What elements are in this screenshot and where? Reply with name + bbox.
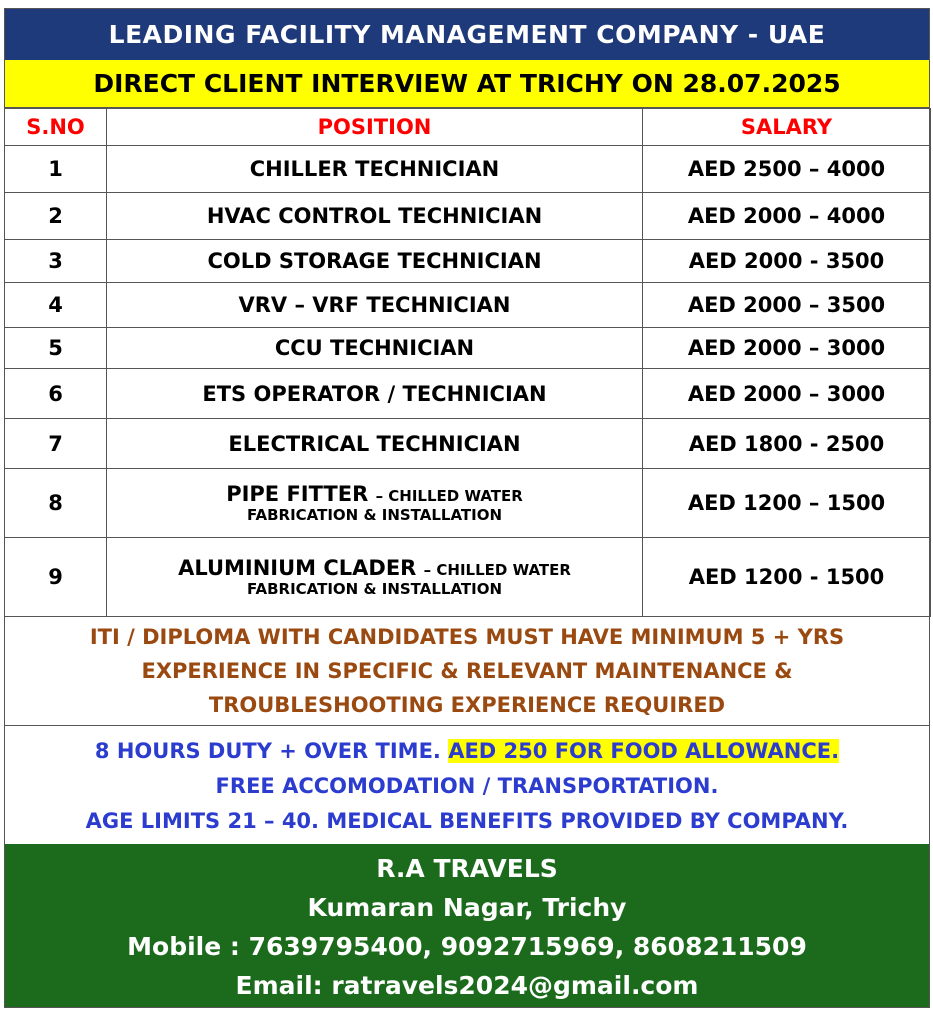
row-position: CCU TECHNICIAN (107, 328, 643, 369)
position-title: PIPE FITTER (226, 482, 369, 506)
requirements-line: ITI / DIPLOMA WITH CANDIDATES MUST HAVE MINIMUM 5 + YRS (89, 625, 845, 649)
page-title: LEADING FACILITY MANAGEMENT COMPANY - UAE (4, 8, 930, 60)
row-position: COLD STORAGE TECHNICIAN (107, 240, 643, 283)
benefits-line: FREE ACCOMODATION / TRANSPORTATION. (215, 774, 719, 798)
position-note: – CHILLED WATER (423, 561, 571, 579)
requirements-line: EXPERIENCE IN SPECIFIC & RELEVANT MAINTENANCE & (141, 659, 793, 683)
row-salary: AED 2000 – 3000 (643, 369, 931, 419)
company-name: R.A TRAVELS (376, 854, 558, 883)
row-salary: AED 1200 – 1500 (643, 469, 931, 538)
row-salary: AED 1200 - 1500 (643, 538, 931, 617)
food-allowance-highlight: AED 250 FOR FOOD ALLOWANCE. (448, 739, 840, 763)
row-position: ELECTRICAL TECHNICIAN (107, 419, 643, 469)
position-note: – CHILLED WATER (375, 487, 523, 505)
row-position: ETS OPERATOR / TECHNICIAN (107, 369, 643, 419)
row-salary: AED 2000 - 3500 (643, 240, 931, 283)
interview-banner: DIRECT CLIENT INTERVIEW AT TRICHY ON 28.07.2025 (4, 60, 930, 108)
row-sno: 4 (5, 283, 107, 328)
row-sno: 5 (5, 328, 107, 369)
row-salary: AED 2500 – 4000 (643, 146, 931, 193)
row-salary: AED 1800 - 2500 (643, 419, 931, 469)
column-header-position: POSITION (107, 109, 643, 146)
row-sno: 8 (5, 469, 107, 538)
row-position: VRV – VRF TECHNICIAN (107, 283, 643, 328)
row-position: HVAC CONTROL TECHNICIAN (107, 193, 643, 240)
row-salary: AED 2000 – 3000 (643, 328, 931, 369)
row-sno: 3 (5, 240, 107, 283)
row-position: CHILLER TECHNICIAN (107, 146, 643, 193)
column-header-sno: S.NO (5, 109, 107, 146)
position-title: ALUMINIUM CLADER (178, 556, 417, 580)
row-sno: 7 (5, 419, 107, 469)
requirements-line: TROUBLESHOOTING EXPERIENCE REQUIRED (208, 693, 726, 717)
benefits-line: AGE LIMITS 21 – 40. MEDICAL BENEFITS PROVIDED BY COMPANY. (85, 809, 849, 833)
duty-text: 8 HOURS DUTY + OVER TIME. (94, 739, 449, 763)
position-detail: FABRICATION & INSTALLATION (246, 506, 503, 524)
row-salary: AED 2000 – 3500 (643, 283, 931, 328)
row-sno: 1 (5, 146, 107, 193)
poster-border (4, 8, 930, 1008)
contact-email: Email: ratravels2024@gmail.com (235, 971, 699, 1000)
row-sno: 9 (5, 538, 107, 617)
row-sno: 6 (5, 369, 107, 419)
column-header-salary: SALARY (643, 109, 931, 146)
contact-mobile: Mobile : 7639795400, 9092715969, 8608211509 (127, 932, 807, 961)
row-salary: AED 2000 – 4000 (643, 193, 931, 240)
company-address: Kumaran Nagar, Trichy (307, 893, 627, 922)
position-detail: FABRICATION & INSTALLATION (246, 580, 503, 598)
row-sno: 2 (5, 193, 107, 240)
